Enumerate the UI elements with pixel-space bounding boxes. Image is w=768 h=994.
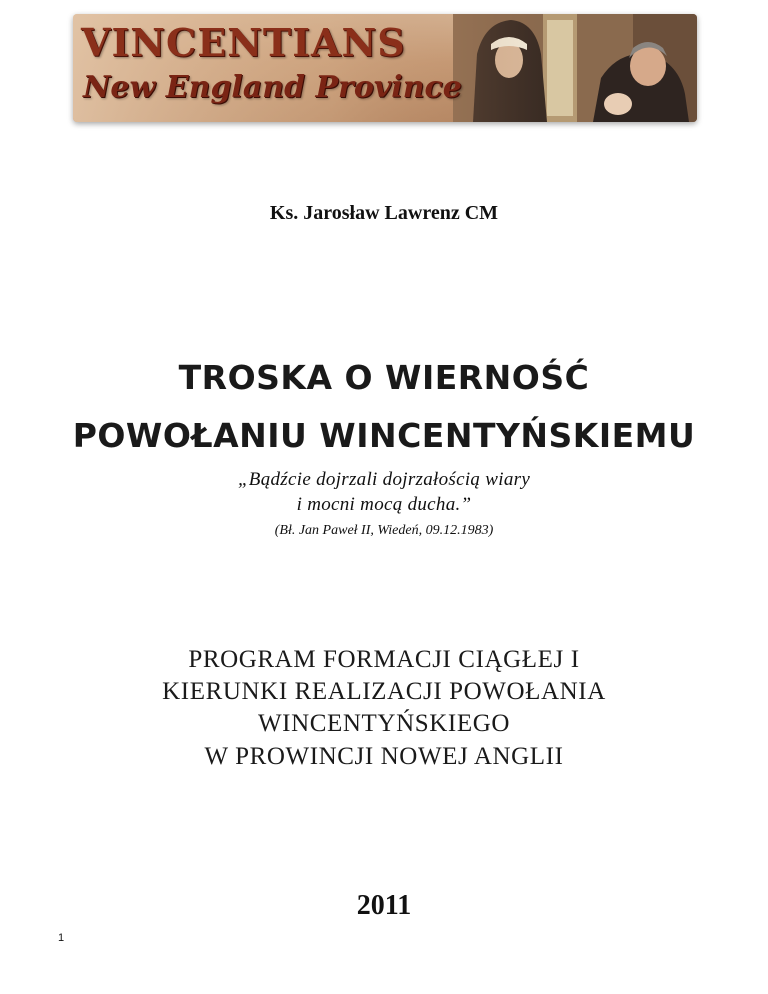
program-line-3: WINCENTYŃSKIEGO bbox=[257, 710, 511, 737]
quote-citation: (Bł. Jan Paweł II, Wiedeń, 09.12.1983) bbox=[274, 523, 494, 538]
quote-line-1: „Bądźcie dojrzali dojrzałością wiary bbox=[237, 469, 531, 490]
page-number: 1 bbox=[58, 932, 65, 944]
header-banner bbox=[73, 14, 697, 122]
main-title-line-1: TROSKA O WIERNOŚĆ bbox=[178, 358, 590, 397]
author-name: Ks. Jarosław Lawrenz CM bbox=[269, 202, 499, 224]
program-line-2: KIERUNKI REALIZACJI POWOŁANIA bbox=[162, 678, 606, 705]
program-line-4: W PROWINCJI NOWEJ ANGLII bbox=[204, 743, 564, 770]
banner-subtitle: New England Province bbox=[83, 70, 462, 105]
main-title-line-2: POWOŁANIU WINCENTYŃSKIEMU bbox=[72, 416, 696, 455]
banner-title: VINCENTIANS bbox=[81, 20, 406, 65]
quote-line-2: i mocni mocą ducha.” bbox=[296, 494, 472, 515]
publication-year: 2011 bbox=[356, 890, 412, 921]
program-line-1: PROGRAM FORMACJI CIĄGŁEJ I bbox=[188, 646, 580, 673]
